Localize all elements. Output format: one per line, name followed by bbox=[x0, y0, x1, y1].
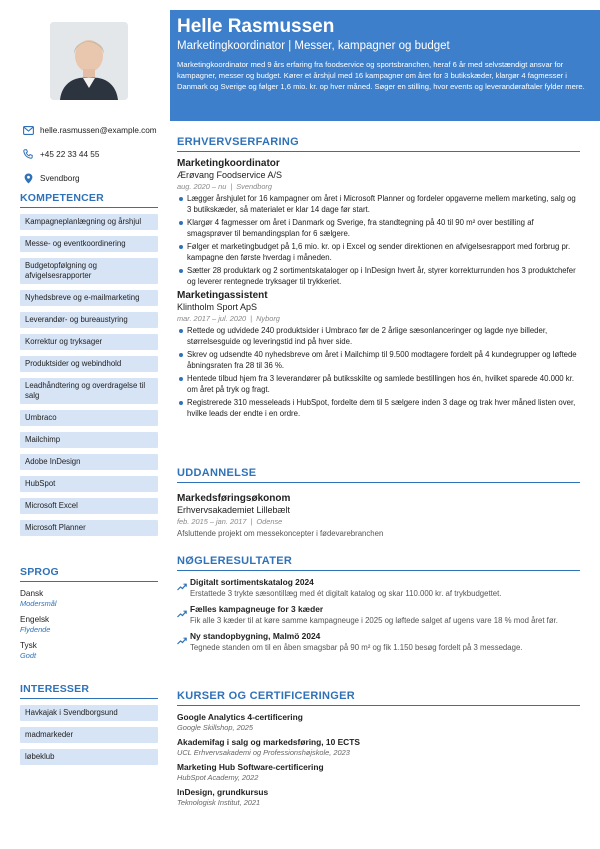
education-school: Erhvervsakademiet Lillebælt bbox=[177, 505, 291, 515]
language-name: Engelsk bbox=[20, 615, 50, 624]
header-banner bbox=[170, 10, 600, 121]
job-meta: mar. 2017 – jul. 2020 | Nyborg bbox=[177, 314, 280, 323]
courses-section bbox=[177, 690, 580, 812]
education-section bbox=[177, 467, 580, 539]
skill-tag: Leadhåndtering og overdragelse til salg bbox=[20, 378, 158, 404]
job-title: Marketingkoordinator bbox=[177, 158, 280, 169]
job-company: Klintholm Sport ApS bbox=[177, 302, 258, 312]
person-name: Helle Rasmussen bbox=[177, 16, 335, 37]
job-bullet: Sætter 28 produktark og 2 sortimentskataloger op i InDesign hvert år, styrer korrekturrunden hos 3 produktchefer og leverer rentegnede tryksager til trykkeriet. bbox=[177, 265, 580, 287]
course-name: Google Analytics 4-certificering bbox=[177, 712, 303, 722]
trend-up-icon bbox=[177, 578, 187, 596]
job-bullet: Skrev og udsendte 40 nyhedsbreve om året i Mailchimp til 9.500 modtagere fordelt på 4 kundegrupper og løftede åbningsraten fra 28 til 36 %. bbox=[177, 349, 580, 371]
result-description: Tegnede standen om til en åben smagsbar på 90 m² og fik 1.150 besøg fordelt på 3 messedage. bbox=[190, 643, 523, 652]
course-name: Marketing Hub Software-certificering bbox=[177, 762, 324, 772]
job-location: Nyborg bbox=[256, 314, 280, 323]
job-bullets bbox=[177, 193, 580, 287]
contact-email[interactable] bbox=[20, 118, 160, 142]
language-level: Godt bbox=[20, 651, 37, 660]
language-name: Dansk bbox=[20, 589, 44, 598]
skill-tag: Korrektur og tryksager bbox=[20, 334, 158, 350]
job-period: aug. 2020 – nu bbox=[177, 182, 227, 191]
language-level: Modersmål bbox=[20, 599, 57, 608]
skills-title: KOMPETENCER bbox=[20, 192, 158, 208]
course-item bbox=[177, 787, 580, 808]
contact-city bbox=[20, 166, 160, 190]
job-bullets bbox=[177, 325, 580, 419]
course-item bbox=[177, 737, 580, 758]
city-text: Svendborg bbox=[40, 173, 80, 183]
skill-tag: HubSpot bbox=[20, 476, 158, 492]
skill-tag: Leverandør- og bureaustyring bbox=[20, 312, 158, 328]
trend-up-icon bbox=[177, 605, 187, 623]
job-bullet: Klargør 4 fagmesser om året i Danmark og Sverige, fra standtegning på 40 til 90 m² over bestilling af smagsprøver til bemandingsplan for 6 sælgere. bbox=[177, 217, 580, 239]
trend-up-icon bbox=[177, 632, 187, 650]
mail-icon bbox=[20, 126, 36, 135]
job-bullet: Rettede og udvidede 240 produktsider i Umbraco før de 2 årlige sæsonlanceringer og lagde nye billeder, størrelsesguide og leveringstid ind på hver side. bbox=[177, 325, 580, 347]
course-name: InDesign, grundkursus bbox=[177, 787, 269, 797]
education-location: Odense bbox=[256, 517, 283, 526]
result-title: Digitalt sortimentskatalog 2024 bbox=[190, 577, 314, 587]
contact-phone[interactable] bbox=[20, 142, 160, 166]
course-provider: Teknologisk Institut, 2021 bbox=[177, 798, 261, 807]
education-entry bbox=[177, 493, 580, 539]
job-entry bbox=[177, 290, 580, 419]
language-name: Tysk bbox=[20, 641, 37, 650]
courses-title: KURSER OG CERTIFICERINGER bbox=[177, 690, 580, 706]
language-item bbox=[20, 588, 158, 609]
job-bullet: Følger et marketingbudget på 1,6 mio. kr. op i Excel og sender direktionen en afvigelsesrapport med forbrug pr. kampagne den første hverdag i måneden. bbox=[177, 241, 580, 263]
person-role: Marketingkoordinator | Messer, kampagner og budget bbox=[177, 40, 450, 52]
job-location: Svendborg bbox=[236, 182, 272, 191]
job-title: Marketingassistent bbox=[177, 290, 268, 301]
result-description: Fik alle 3 kæder til at køre samme kampagneuge i 2025 og løftede salget af ugens vare 18 % mod året før. bbox=[190, 616, 558, 625]
education-meta: feb. 2015 – jan. 2017 | Odense bbox=[177, 517, 283, 526]
course-provider: HubSpot Academy, 2022 bbox=[177, 773, 259, 782]
results-title: NØGLERESULTATER bbox=[177, 555, 580, 571]
skill-tag: Produktsider og webindhold bbox=[20, 356, 158, 372]
interest-tag: madmarkeder bbox=[20, 727, 158, 743]
contact-block bbox=[20, 118, 160, 190]
skill-tag: Budgetopfølgning og afvigelsesrapporter bbox=[20, 258, 158, 284]
skill-tag: Umbraco bbox=[20, 410, 158, 426]
education-title: UDDANNELSE bbox=[177, 467, 580, 483]
skill-tag: Messe- og eventkoordinering bbox=[20, 236, 158, 252]
result-description: Erstattede 3 trykte sæsontillæg med ét digitalt katalog og skar 110.000 kr. af trykbudgettet. bbox=[190, 589, 502, 598]
interest-tag: Havkajak i Svendborgsund bbox=[20, 705, 158, 721]
skill-tag: Adobe InDesign bbox=[20, 454, 158, 470]
experience-section bbox=[177, 136, 580, 421]
education-period: feb. 2015 – jan. 2017 bbox=[177, 517, 247, 526]
result-item bbox=[177, 604, 580, 626]
job-period: mar. 2017 – jul. 2020 bbox=[177, 314, 247, 323]
skill-tag: Microsoft Planner bbox=[20, 520, 158, 536]
email-text: helle.rasmussen@example.com bbox=[40, 125, 157, 135]
result-title: Fælles kampagneuge for 3 kæder bbox=[190, 604, 324, 614]
course-name: Akademifag i salg og markedsføring, 10 ECTS bbox=[177, 737, 360, 747]
job-bullet: Hentede tilbud hjem fra 3 leverandører på butiksskilte og samlede bestillingen hos én, hvilket sparede 40.000 kr. om året på tryk og fragt. bbox=[177, 373, 580, 395]
skill-tag: Kampagneplanlægning og årshjul bbox=[20, 214, 158, 230]
profile-photo bbox=[50, 22, 128, 100]
skill-tag: Microsoft Excel bbox=[20, 498, 158, 514]
sidebar bbox=[0, 0, 170, 849]
interests-section bbox=[20, 683, 158, 771]
job-meta: aug. 2020 – nu | Svendborg bbox=[177, 182, 272, 191]
result-title: Ny standopbygning, Malmö 2024 bbox=[190, 631, 321, 641]
result-item bbox=[177, 577, 580, 599]
course-provider: UCL Erhvervsakademi og Professionshøjskole, 2023 bbox=[177, 748, 350, 757]
course-item bbox=[177, 762, 580, 783]
interests-title: INTERESSER bbox=[20, 683, 158, 699]
education-degree: Markedsføringsøkonom bbox=[177, 493, 291, 504]
profile-summary: Marketingkoordinator med 9 års erfaring fra foodservice og sportsbranchen, heraf 6 år med selvstændigt ansvar for kampagner, messer og budget. Kører et årshjul med 16 kampagner om året for 3 butikskæder, klargør 4 fagmesser i Danmark og Sverige og følger 1,6 mio. kr. op hver måned. Søger en stilling, hvor events og leverandøraftaler fylder mere. bbox=[177, 60, 585, 91]
language-item bbox=[20, 640, 158, 661]
job-bullet: Registrerede 310 messeleads i HubSpot, fordelte dem til 5 sælgere inden 3 dage og trak hver måned listen over, hvilke leads der endte i en ordre. bbox=[177, 397, 580, 419]
interest-tag: løbeklub bbox=[20, 749, 158, 765]
course-item bbox=[177, 712, 580, 733]
job-bullet: Lægger årshjulet for 16 kampagner om året i Microsoft Planner og fordeler opgaverne mellem marketing, salg og 3 butikskæder, så materialet er klar 14 dage før start. bbox=[177, 193, 580, 215]
skill-tag: Nyhedsbreve og e-mailmarketing bbox=[20, 290, 158, 306]
job-entry bbox=[177, 158, 580, 287]
skills-section bbox=[20, 192, 158, 542]
languages-section bbox=[20, 566, 158, 666]
language-item bbox=[20, 614, 158, 635]
education-description: Afsluttende projekt om messekoncepter i fødevarebranchen bbox=[177, 529, 384, 538]
language-level: Flydende bbox=[20, 625, 51, 634]
result-item bbox=[177, 631, 580, 653]
phone-icon bbox=[20, 149, 36, 159]
experience-title: ERHVERVSERFARING bbox=[177, 136, 580, 152]
location-pin-icon bbox=[20, 173, 36, 184]
course-provider: Google Skillshop, 2025 bbox=[177, 723, 254, 732]
results-section bbox=[177, 555, 580, 658]
skill-tag: Mailchimp bbox=[20, 432, 158, 448]
phone-text: +45 22 33 44 55 bbox=[40, 149, 100, 159]
languages-title: SPROG bbox=[20, 566, 158, 582]
job-company: Ærøvang Foodservice A/S bbox=[177, 170, 283, 180]
